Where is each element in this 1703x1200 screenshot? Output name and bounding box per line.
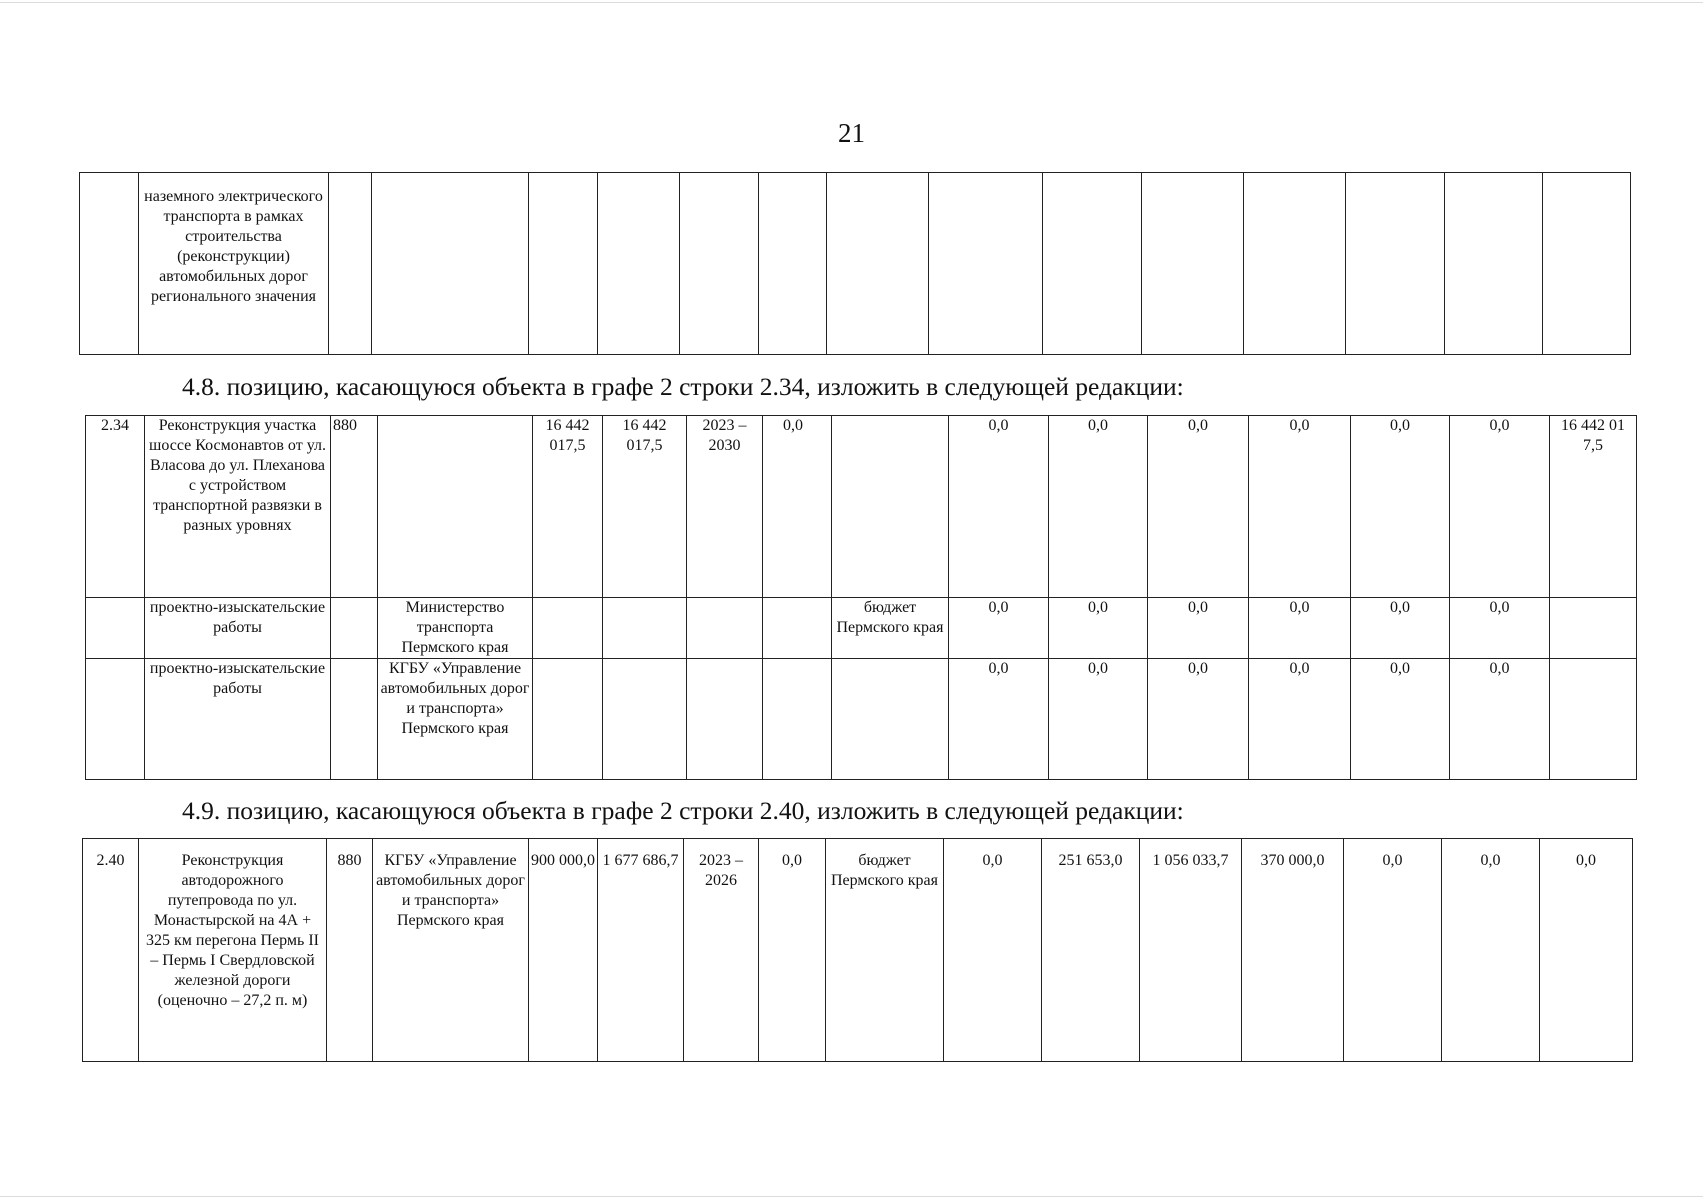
cell-cost1 [533,659,603,780]
cell-cost2: 16 442 017,5 [603,416,687,598]
cell-last: 0,0 [1540,839,1633,1062]
cell-last [1550,598,1637,659]
table-row [80,173,1631,355]
scan-edge-bottom [0,1196,1703,1197]
cell-num: 2.40 [83,839,139,1062]
cell-value: 0,0 [1344,839,1442,1062]
cell-value: 0,0 [949,598,1049,659]
cell-value: 0,0 [1450,659,1550,780]
cell-years: 2023 – 2030 [687,416,763,598]
cell-last [1550,659,1637,780]
cell-value: 0,0 [949,416,1049,598]
cell-code [331,598,378,659]
cell-source [832,416,949,598]
cell-cost2: 1 677 686,7 [598,839,684,1062]
cell-value: 0,0 [1148,598,1249,659]
cell-code [331,659,378,780]
cell-prev [763,659,832,780]
scan-edge-top [0,2,1703,3]
cell-num [86,659,145,780]
cell-value: 0,0 [949,659,1049,780]
cell-value: 0,0 [1249,598,1351,659]
section-4-8-table [85,415,1637,780]
cell-value: 0,0 [1351,416,1450,598]
section-4-9-table [82,838,1633,1062]
cell-value: 370 000,0 [1242,839,1344,1062]
cell-org: КГБУ «Управление автомобильных дорог и транспорта» Пермского края [373,839,529,1062]
table-row [83,839,1633,1062]
table-row [86,598,1637,659]
cell-name: Реконструкция автодорожного путепровода по ул. Монастырской на 4А + 325 км перегона Пермь II – Пермь I Свердловской железной дороги (оценочно – 27,2 п. м) [139,839,327,1062]
cell-name: Реконструкция участка шоссе Космонавтов от ул. Власова до ул. Плеханова с устройством транспортной развязки в разных уровнях [145,416,331,598]
cell-cost1: 900 000,0 [529,839,598,1062]
cell-source: бюджет Пермского края [826,839,944,1062]
cell-value: 0,0 [1148,416,1249,598]
cell-cost2 [603,659,687,780]
cell-prev [763,598,832,659]
continuation-table [79,172,1631,355]
cell-value: 0,0 [1442,839,1540,1062]
cell-value: 0,0 [1049,598,1148,659]
cell-source: бюджет Пермского края [832,598,949,659]
cell-value: 251 653,0 [1042,839,1140,1062]
cell-value: 0,0 [1148,659,1249,780]
cell-value: 0,0 [1351,598,1450,659]
cell-cost1: 16 442 017,5 [533,416,603,598]
cell-source [832,659,949,780]
cell-last: 16 442 01 7,5 [1550,416,1637,598]
cell-value: 0,0 [1249,659,1351,780]
cell-num [86,598,145,659]
cell-prev: 0,0 [759,839,826,1062]
cell-value: 0,0 [1049,416,1148,598]
cell-num: 2.34 [86,416,145,598]
cell-value: 0,0 [944,839,1042,1062]
table-row [86,659,1637,780]
cell-years: 2023 – 2026 [684,839,759,1062]
section-4-9-heading: 4.9. позицию, касающуюся объекта в графе 2 строки 2.40, изложить в следующей редакции: [182,796,1184,825]
cell-value: 0,0 [1450,598,1550,659]
table-row [86,416,1637,598]
section-4-8-heading: 4.8. позицию, касающуюся объекта в графе 2 строки 2.34, изложить в следующей редакции: [182,372,1184,401]
cell-years [687,598,763,659]
cell-name: проектно-изыскательские работы [145,598,331,659]
cell-cost1 [533,598,603,659]
cell-org [378,416,533,598]
cell-value: 1 056 033,7 [1140,839,1242,1062]
cell-name: проектно-изыскательские работы [145,659,331,780]
cell-years [687,659,763,780]
cell-code: 880 [331,416,378,598]
cell-org: КГБУ «Управление автомобильных дорог и транспорта» Пермского края [378,659,533,780]
cell-value: 0,0 [1351,659,1450,780]
cell-value: 0,0 [1049,659,1148,780]
cell-org: Министерство транспорта Пермского края [378,598,533,659]
cell-code: 880 [327,839,373,1062]
cell-value: 0,0 [1249,416,1351,598]
page-number: 21 [838,118,865,148]
cell-num [80,173,139,355]
cell-prev: 0,0 [763,416,832,598]
cell-cost2 [603,598,687,659]
cell-value: 0,0 [1450,416,1550,598]
cell-name: наземного электрического транспорта в рамках строительства (реконструкции) автомобильных дорог регионального значения [139,173,329,355]
